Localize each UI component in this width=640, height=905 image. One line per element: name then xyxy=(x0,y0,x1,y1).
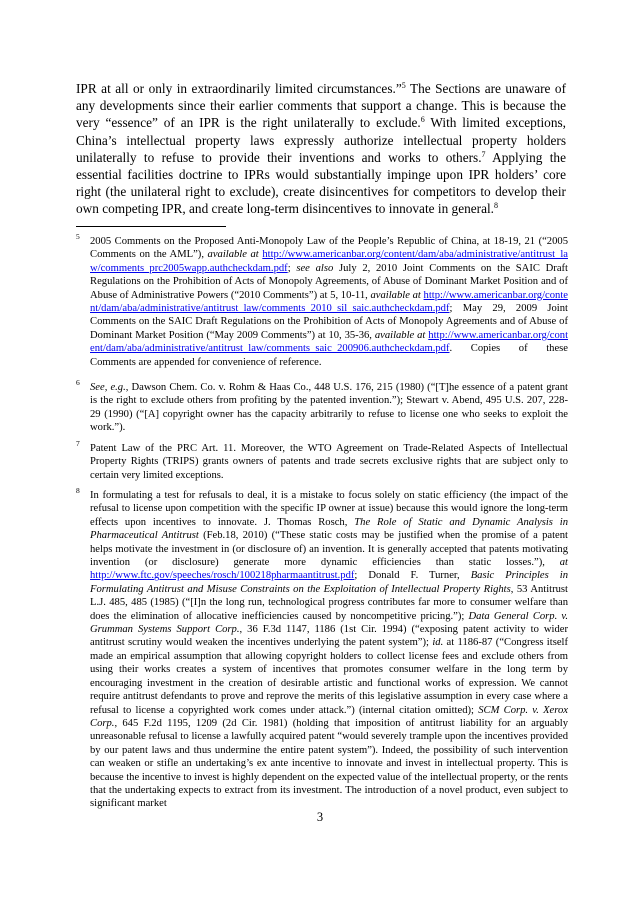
footnote-ref-7[interactable]: 7 xyxy=(481,149,486,159)
body-text-segment: With limited exceptions, China’s intellectual property laws expressly authorize intellectual property holders unilaterally to refuse to provide their inventions and works to others. xyxy=(76,115,566,165)
footnote-link[interactable]: http://www.americanbar.org/content/dam/aba/administrative/antitrust_law/comments_2010_sil_saic.authcheckdam.pdf xyxy=(90,289,568,315)
page-number: 3 xyxy=(316,810,324,824)
footnote-segment: at 1186-87 (“Congress itself made an empirical assumption that allowing copyright holders to collect license fees and exclude others from using their works creates a system of incentives that promotes consumer welfare in the long term by encouraging investment in the creation of desirable artistic and functional works of expression. We cannot require antitrust defendants to prove and reprove the merits of this legislative assumption in every case where a refusal to license a copyrighted work comes under attack.”) (internal citation omitted); xyxy=(90,637,568,716)
footnote-7 xyxy=(76,439,568,482)
footnote-italic: Basic Principles in Formulating Antitrust and Misuse Constraints on the Exploitation of Intellectual Property Rights xyxy=(90,570,568,595)
body-paragraph xyxy=(76,80,566,218)
footnote-number: 8 xyxy=(76,486,80,495)
footnote-italic: available at xyxy=(207,249,259,261)
footnote-ref-6[interactable]: 6 xyxy=(420,115,425,125)
footnote-segment: , Dawson Chem. Co. v. Rohm & Haas Co., 448 U.S. 176, 215 (1980) (“[T]he essence of a patent grant is the right to exclude others from profiting by the patented invention.”); Stewart v. Abend, 495 U.S. 207, 228-29 (1990) (“[A] copyright owner has the capacity arbitrarily to refuse to license one who seeks to exploit the work.”). xyxy=(90,382,568,434)
footnote-segment: , 36 F.3d 1147, 1186 (1st Cir. 1994) (“exposing patent activity to wider antitrust scrutiny would weaken the incentives underlying the patent system”); xyxy=(90,624,568,649)
footnote-link[interactable]: http://www.ftc.gov/speeches/rosch/100218pharmaantitrust.pdf xyxy=(90,570,355,582)
footnote-segment: . Copies of these Comments are appended for convenience of reference. xyxy=(90,343,568,368)
footnote-italic: id. xyxy=(432,637,444,649)
footnote-number: 7 xyxy=(76,439,80,448)
footnote-segment: , 645 F.2d 1195, 1209 (2d Cir. 1981) (holding that imposition of antitrust liability for an arguably unreasonable refusal to license a lawfully acquired patent “would severely trample upon the incentives provided by our patent laws and thus undermine the entire patent system”). Indeed, the possibility of such intervention can weaken or stifle an undertaking’s ex ante incentive to innovate and invest in intellectual property. This is because the incentive to invest is highly dependent on the expected value of the intellectual property, or the rents that the undertaking expects to extract from its investment. The introduction of a novel product, even subject to significant market xyxy=(90,717,568,810)
footnote-segment: In formulating a test for refusals to deal, it is a mistake to focus solely on static efficiency (the impact of the refusal to license upon competition with the specific IP owner at issue) because this would ignore the long-term effects upon incentives to innovate. J. Thomas Rosch, xyxy=(90,490,568,528)
footnote-segment: ; Donald F. Turner, xyxy=(354,570,471,582)
footnote-number: 5 xyxy=(76,232,80,241)
footnote-number: 6 xyxy=(76,378,80,387)
footnote-ref-8[interactable]: 8 xyxy=(494,201,498,211)
footnote-italic: at xyxy=(559,557,568,569)
footnote-italic: See, e.g. xyxy=(90,382,126,393)
footnote-segment: , 53 Antitrust L.J. 485, 485 (1985) (“[I]n the long run, technological progress contributes far more to consumer welfare than does the elimination of allocative inefficiencies caused by noncompetitive pricing.”); xyxy=(90,583,569,622)
footnote-italic: available at xyxy=(370,289,421,301)
footnote-ref-5[interactable]: 5 xyxy=(401,81,406,90)
footnote-text: Patent Law of the PRC Art. 11. Moreover, the WTO Agreement on Trade-Related Aspects of Intellectual Property Rights (TRIPS) grants owners of patents and trade secrets exclusive rights that are subject only to certain very limited exceptions. xyxy=(90,443,568,481)
footnote-8 xyxy=(76,486,569,811)
footnote-segment: 2005 Comments on the Proposed Anti-Monopoly Law of the People’s Republic of China, at 18-19, 21 (“2005 Comments on the AML”), xyxy=(90,236,568,261)
footnote-6 xyxy=(76,378,568,435)
body-text-segment: IPR at all or only in extraordinarily limited circumstances.” xyxy=(76,81,402,96)
footnote-text xyxy=(90,381,568,435)
footnote-separator xyxy=(76,226,226,227)
footnote-segment: ; May 29, 2009 Joint Comments on the SAIC Draft Regulations on the Prohibition of Acts of Monopoly Agreements and of Abuse of Dominant Market Position (“May 2009 Comments”) at 10, 35-36, xyxy=(90,303,568,341)
footnote-italic: SCM Corp. v. Xerox Corp. xyxy=(90,704,568,729)
footnote-segment: (Feb.18, 2010) (“These static costs may be justified when the promise of a patent helps motivate the investment in (or disclosure of) an invention. It is generally accepted that patents motivating invention (or disclosure) generate more dynamic efficiencies than static losses.”), xyxy=(90,530,568,569)
footnote-italic: The Role of Static and Dynamic Analysis in Pharmaceutical Antitrust xyxy=(90,516,568,542)
body-text-segment: The Sections are unaware of any developments since their earlier comments that support a change. This is because the very “essence” of an IPR is the right unilaterally to exclude. xyxy=(76,81,567,131)
body-text-segment: Applying the essential facilities doctrine to IPRs would substantially impinge upon IPR holders’ core right (the unilateral right to exclude), create disincentives for competitors to develop their own competing IPR, and create long-term disincentives to innovate in general. xyxy=(76,149,566,217)
footnote-text xyxy=(90,235,568,369)
footnote-link[interactable]: http://www.americanbar.org/content/dam/aba/administrative/antitrust_law/comments_saic_200906.authcheckdam.pdf xyxy=(90,329,569,355)
footnote-link[interactable]: http://www.americanbar.org/content/dam/aba/administrative/antitrust_law/comments_prc2005wapp.authcheckdam.pdf xyxy=(90,249,568,274)
footnote-italic: available at xyxy=(374,329,426,341)
footnote-italic: see also xyxy=(296,262,334,274)
footnote-5 xyxy=(76,232,569,369)
footnote-segment: ; xyxy=(287,262,297,274)
footnote-italic: Data General Corp. v. Grumman Systems Support Corp. xyxy=(90,610,568,636)
footnote-segment: July 2, 2010 Joint Comments on the SAIC Draft Regulations on the Prohibition of Acts of Monopoly Agreements, of Abuse of Dominant Market Position and of Abuse of Administrative Powers (“2010 Comments”) at 5, 10-11, xyxy=(90,262,568,301)
footnote-text xyxy=(90,489,568,811)
